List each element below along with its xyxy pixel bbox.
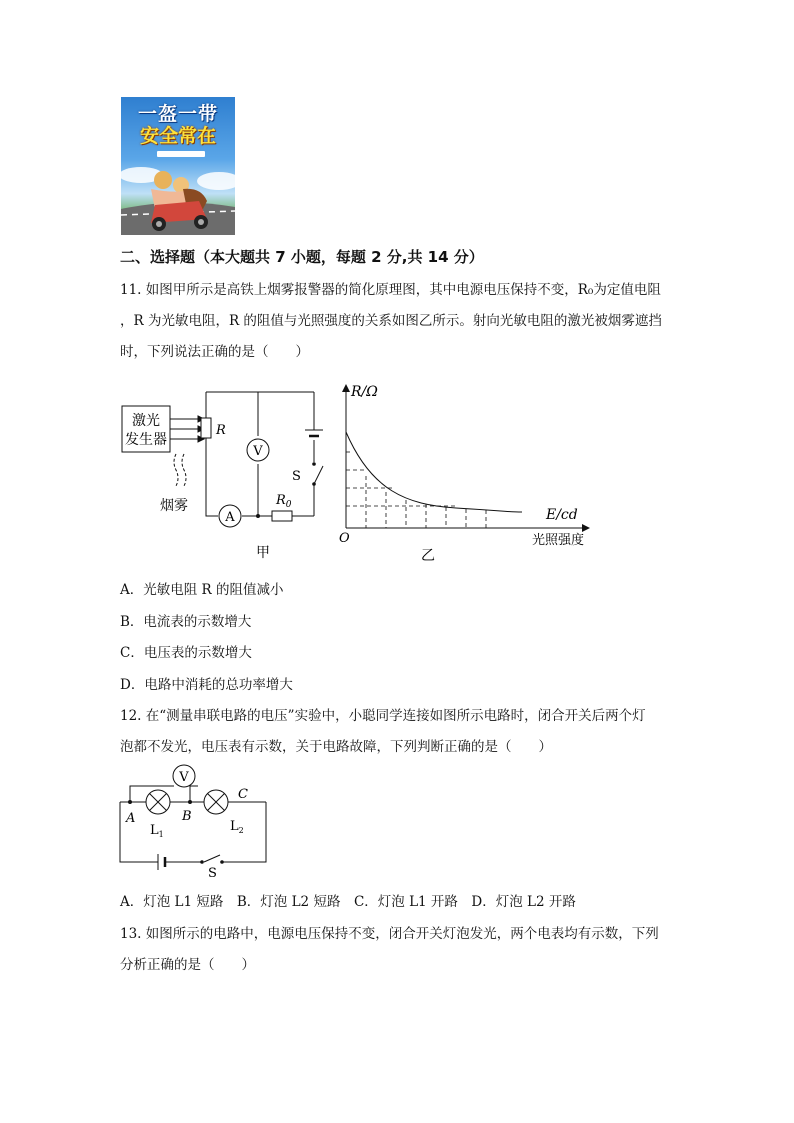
- svg-text:L2: [230, 819, 244, 835]
- x-axis-label: E/cd: [546, 507, 578, 523]
- ammeter-label: A: [225, 510, 235, 525]
- r-curve: [346, 432, 522, 512]
- label-a: A: [126, 811, 136, 826]
- q11-line-2: ，R 为光敏电阻，R 的阻值与光照强度的关系如图乙所示。射向光敏电阻的激光被烟雾遮挡: [120, 313, 662, 329]
- scooter-illustration: [121, 97, 235, 235]
- lamp-l2: [204, 790, 228, 814]
- poster-line-2: 安全常在: [139, 125, 216, 147]
- circuit-diagram-jia: [118, 384, 333, 562]
- label-l1: L: [150, 823, 159, 838]
- switch-label: S: [292, 469, 301, 484]
- safety-poster-image: [121, 97, 235, 235]
- q12-line-1: 12. 在“测量串联电路的电压”实验中，小聪同学连接如图所示电路时，闭合开关后两个灯: [120, 708, 646, 724]
- smoke-label: 烟雾: [160, 498, 188, 514]
- label-s: S: [208, 866, 217, 880]
- r-label: R: [216, 423, 226, 438]
- smoke-wave-2: [182, 454, 186, 486]
- series-circuit-diagram: [116, 762, 270, 880]
- r0-label: R: [276, 493, 286, 508]
- q13-line-2: 分析正确的是（ ）: [120, 957, 255, 973]
- label-l2-sub: 2: [238, 826, 244, 835]
- q11-line-1: 11. 如图甲所示是高铁上烟雾报警器的简化原理图，其中电源电压保持不变，R₀为定值电阻: [120, 282, 661, 298]
- fig-jia-caption: 甲: [256, 545, 270, 561]
- section-title: 二、选择题（本大题共 7 小题，每题 2 分,共 14 分）: [120, 248, 484, 266]
- y-axis-label: R/Ω: [351, 384, 378, 400]
- photoresistor-r: [201, 418, 211, 438]
- q11-option-d: D．电路中消耗的总功率增大: [120, 677, 293, 693]
- svg-text:L1: [150, 823, 164, 839]
- resistor-r0: [272, 511, 292, 521]
- laser-arrows: [170, 416, 204, 442]
- label-b: B: [182, 809, 192, 824]
- q11-option-a: A．光敏电阻 R 的阻值减小: [120, 582, 284, 598]
- q12-line-2: 泡都不发光，电压表有示数，关于电路故障，下列判断正确的是（ ）: [120, 739, 552, 755]
- origin-label: O: [339, 531, 350, 546]
- q12-options: A．灯泡 L1 短路 B．灯泡 L2 短路 C．灯泡 L1 开路 D．灯泡 L2 开路: [120, 894, 576, 910]
- r0-sub: 0: [285, 500, 292, 510]
- label-c: C: [238, 787, 248, 802]
- label-l2: L: [230, 819, 239, 834]
- poster-line-1: 一盔一带: [137, 103, 218, 125]
- q11-option-c: C．电压表的示数增大: [120, 645, 252, 661]
- x-caption: 光照强度: [532, 533, 585, 548]
- laser-label-2: 发生器: [125, 432, 167, 448]
- svg-text:R0: [275, 493, 292, 510]
- dashed-grid: [346, 452, 486, 528]
- voltmeter-label: V: [179, 770, 189, 785]
- resistance-light-graph: [336, 380, 598, 566]
- q11-option-b: B．电流表的示数增大: [120, 614, 252, 630]
- q13-line-1: 13. 如图所示的电路中，电源电压保持不变，闭合开关灯泡发光，两个电表均有示数，下列: [120, 926, 659, 942]
- smoke-wave-1: [174, 454, 178, 486]
- switch-s: [204, 855, 220, 862]
- switch-s: [314, 466, 323, 484]
- label-l1-sub: 1: [158, 830, 164, 839]
- lamp-l1: [146, 790, 170, 814]
- voltmeter-label: V: [253, 444, 263, 459]
- laser-label-1: 激光: [132, 413, 160, 429]
- q11-line-3: 时，下列说法正确的是（ ）: [120, 344, 309, 360]
- fig-yi-caption: 乙: [421, 548, 435, 564]
